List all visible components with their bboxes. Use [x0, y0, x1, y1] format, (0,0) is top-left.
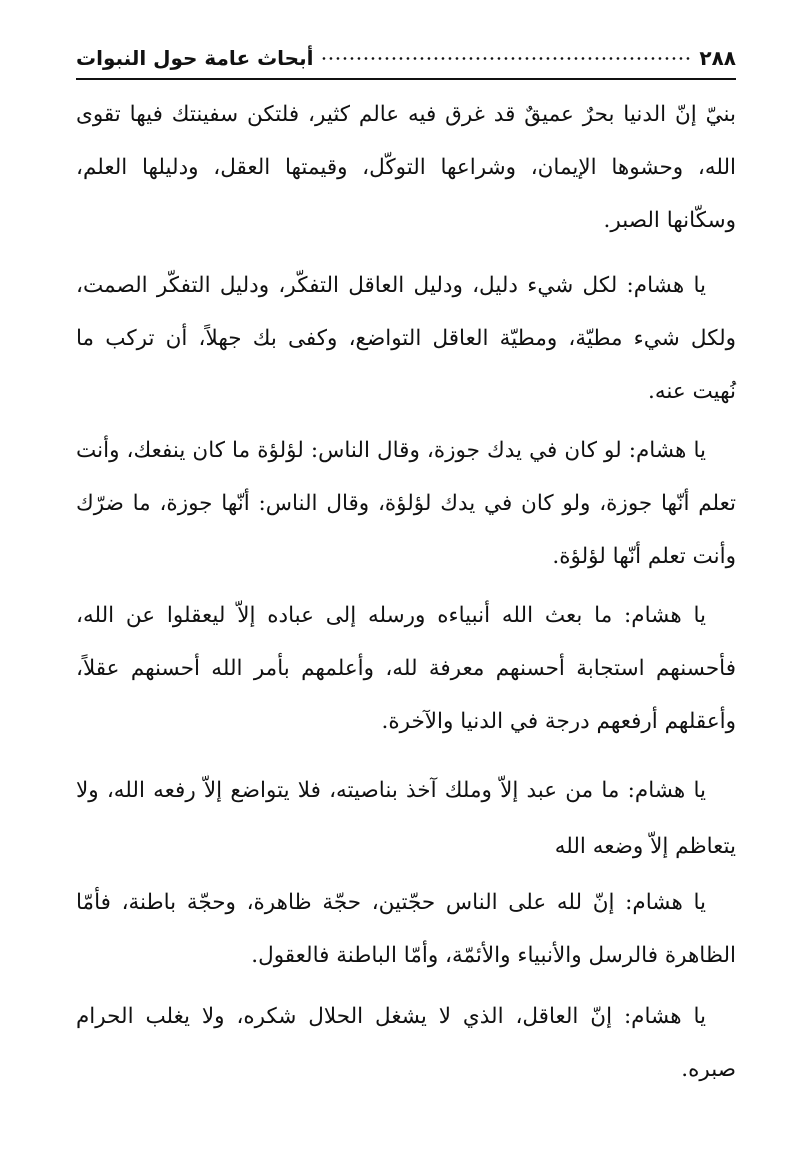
paragraph: يا هشام: لكل شيء دليل، ودليل العاقل التفكّر، ودليل التفكّر الصمت، ولكل شيء مطيّة، ومطيّة العاقل التواضع، وكفى بك جهلاً، أن تركب ما نُهيت عنه. [76, 273, 736, 404]
running-title: أبحاث عامة حول النبوات [76, 46, 314, 70]
paragraph: بنيّ إنّ الدنيا بحرٌ عميقٌ قد غرق فيه عالم كثير، فلتكن سفينتك فيها تقوى الله، وحشوها الإيمان، وشراعها التوكّل، وقيمتها العقل، ودليلها العلم، وسكّانها الصبر. [76, 102, 736, 233]
paragraph: يا هشام: ما من عبد إلاّ وملك آخذ بناصيته، فلا يتواضع إلاّ رفعه الله، ولا يتعاظم إلاّ وضعه الله [76, 778, 736, 859]
dot-leader [319, 53, 693, 63]
page-header [76, 38, 736, 80]
paragraph: يا هشام: لو كان في يدك جوزة، وقال الناس: لؤلؤة ما كان ينفعك، وأنت تعلم أنّها جوزة، ولو كان في يدك لؤلؤة، وقال الناس: أنّها جوزة، ما ضرّك وأنت تعلم أنّها لؤلؤة. [76, 438, 736, 569]
paragraph: يا هشام: إنّ العاقل، الذي لا يشغل الحلال شكره، ولا يغلب الحرام صبره. [76, 1004, 736, 1082]
paragraph: يا هشام: إنّ لله على الناس حجّتين، حجّة ظاهرة، وحجّة باطنة، فأمّا الظاهرة فالرسل والأنبياء والأئمّة، وأمّا الباطنة فالعقول. [76, 890, 736, 968]
paragraph: يا هشام: ما بعث الله أنبياءه ورسله إلى عباده إلاّ ليعقلوا عن الله، فأحسنهم استجابة أحسنهم معرفة لله، وأعلمهم بأمر الله أحسنهم عقلاً، وأعقلهم أرفعهم درجة في الدنيا والآخرة. [76, 603, 736, 734]
page-number: ٢٨٨ [699, 46, 736, 70]
